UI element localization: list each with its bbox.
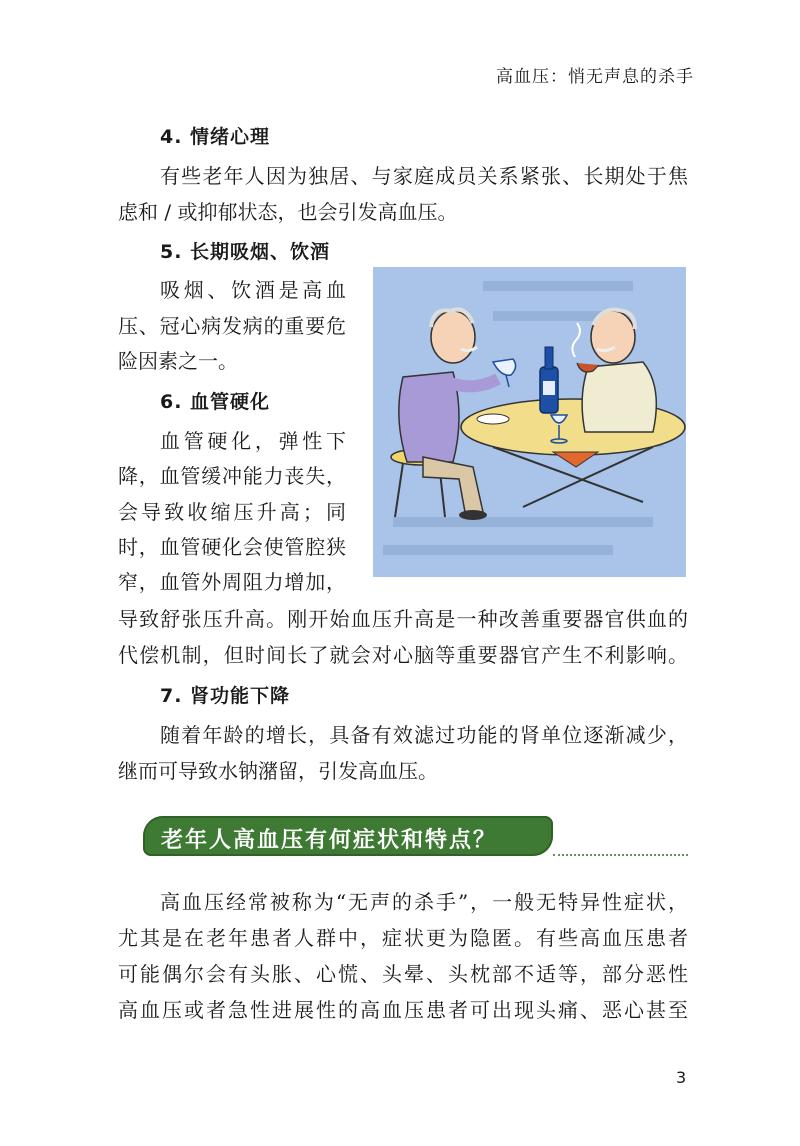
- paragraph-line: 继而可导致水钠潴留，引发高血压。: [118, 759, 438, 783]
- paragraph-line: 压、冠心病发病的重要危: [118, 314, 346, 338]
- section-banner: [143, 816, 553, 856]
- section-7-heading: 7. 肾功能下降: [160, 685, 291, 707]
- banner-dotted-rule: [553, 852, 688, 856]
- paragraph-line: 尤其是在老年患者人群中，症状更为隐匿。有些高血压患者: [118, 926, 688, 950]
- paragraph-line: 吸烟、饮酒是高血: [160, 278, 346, 302]
- paragraph-line: 可能偶尔会有头胀、心慌、头晕、头枕部不适等，部分恶性: [118, 962, 688, 986]
- paragraph-line: 降，血管缓冲能力丧失，: [118, 464, 346, 488]
- section-5-heading: 5. 长期吸烟、饮酒: [160, 241, 331, 263]
- paragraph-line: 随着年龄的增长，具备有效滤过功能的肾单位逐渐减少，: [160, 723, 688, 747]
- paragraph-line: 血管硬化，弹性下: [160, 429, 346, 453]
- section-6-heading: 6. 血管硬化: [160, 391, 271, 413]
- page-number: 3: [676, 1068, 687, 1087]
- paragraph-line: 代偿机制，但时间长了就会对心脑等重要器官产生不利影响。: [118, 643, 688, 667]
- paragraph-line: 时，血管硬化会使管腔狭: [118, 535, 346, 559]
- paragraph-line: 导致舒张压升高。刚开始血压升高是一种改善重要器官供血的: [118, 607, 688, 631]
- paragraph-line: 高血压或者急性进展性的高血压患者可出现头痛、恶心甚至: [118, 998, 688, 1022]
- running-header: 高血压：悄无声息的杀手: [496, 67, 694, 87]
- paragraph-line: 高血压经常被称为“无声的杀手”，一般无特异性症状，: [160, 890, 688, 914]
- paragraph-line: 有些老年人因为独居、与家庭成员关系紧张、长期处于焦: [160, 164, 688, 188]
- section-4-heading: 4. 情绪心理: [160, 126, 271, 148]
- paragraph-line: 虑和 / 或抑郁状态，也会引发高血压。: [118, 200, 458, 224]
- paragraph-line: 险因素之一。: [118, 349, 238, 373]
- drinking-smoking-illustration: [373, 267, 686, 577]
- paragraph-line: 窄，血管外周阻力增加，: [118, 570, 346, 594]
- paragraph-line: 会导致收缩压升高；同: [118, 500, 346, 524]
- banner-title: 老年人高血压有何症状和特点？: [161, 827, 498, 853]
